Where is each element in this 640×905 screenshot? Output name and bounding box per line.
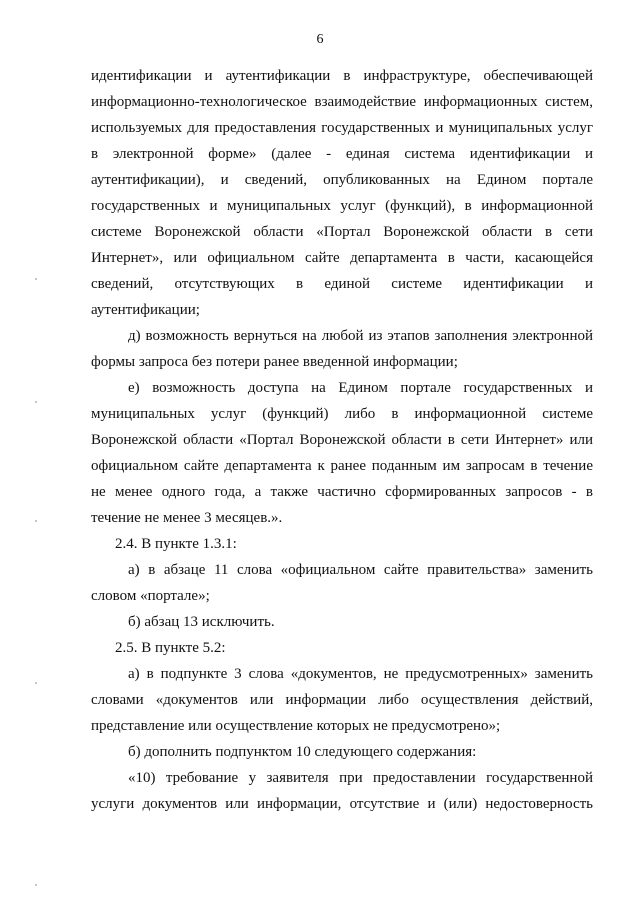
text-line: 2.4. В пункте 1.3.1: (115, 536, 237, 552)
scan-mark (35, 884, 37, 886)
text-line: б) дополнить подпунктом 10 следующего содержания: (128, 744, 477, 760)
text-line: аутентификации), и сведений, опубликованных на Едином портале (91, 172, 593, 188)
text-line: формы запроса без потери ранее введенной информации; (91, 354, 458, 370)
text-line: идентификации и аутентификации в инфраструктуре, обеспечивающей (91, 68, 593, 84)
text-line: используемых для предоставления государственных и муниципальных услуг (91, 120, 593, 136)
text-line: официальном сайте департамента к ранее поданным им запросам в течение (91, 458, 593, 474)
text-line: а) в подпункте 3 слова «документов, не предусмотренных» заменить (128, 666, 593, 682)
text-line: «10) требование у заявителя при предоставлении государственной (128, 770, 593, 786)
text-line: д) возможность вернуться на любой из этапов заполнения электронной (128, 328, 593, 344)
scan-mark (35, 401, 37, 403)
text-line: словом «портале»; (91, 588, 210, 604)
text-line: аутентификации; (91, 302, 200, 318)
text-line: Воронежской области «Портал Воронежской области в сети Интернет» или (91, 432, 593, 448)
scan-mark (35, 520, 37, 522)
text-line: информационно-технологическое взаимодействие информационных систем, (91, 94, 593, 110)
text-line: а) в абзаце 11 слова «официальном сайте правительства» заменить (128, 562, 593, 578)
text-line: муниципальных услуг (функций) либо в информационной системе (91, 406, 593, 422)
text-line: Интернет», или официальном сайте департамента в части, касающейся (91, 250, 593, 266)
text-line: е) возможность доступа на Едином портале государственных и (128, 380, 593, 396)
text-line: системе Воронежской области «Портал Воронежской области в сети (91, 224, 593, 240)
text-line: б) абзац 13 исключить. (128, 614, 275, 630)
text-line: словами «документов или информации либо осуществления действий, (91, 692, 593, 708)
text-line: услуги документов или информации, отсутствие и (или) недостоверность (91, 796, 593, 812)
text-line: 2.5. В пункте 5.2: (115, 640, 226, 656)
scan-mark (35, 278, 37, 280)
scan-mark (35, 682, 37, 684)
text-line: сведений, отсутствующих в единой системе идентификации и (91, 276, 593, 292)
text-line: течение не менее 3 месяцев.». (91, 510, 283, 526)
text-line: государственных и муниципальных услуг (функций), в информационной (91, 198, 593, 214)
text-line: не менее одного года, а также частично сформированных запросов - в (91, 484, 593, 500)
text-line: в электронной форме» (далее - единая система идентификации и (91, 146, 593, 162)
text-line: представление или осуществление которых не предусмотрено»; (91, 718, 501, 734)
page-number: 6 (316, 32, 324, 47)
